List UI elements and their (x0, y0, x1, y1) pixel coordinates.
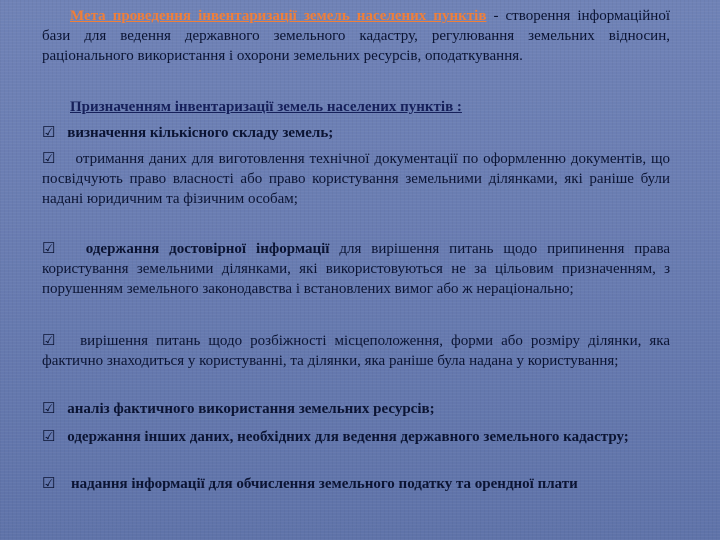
bullet-item-4 (42, 331, 670, 371)
bullet-lead: одержання достовірної інформації (85, 241, 330, 257)
checkbox-icon: ☑ (42, 333, 56, 349)
checkbox-icon: ☑ (42, 151, 56, 167)
purpose-heading: Призначенням інвентаризації земель населених пунктів : (70, 99, 462, 115)
checkbox-icon: ☑ (42, 429, 56, 445)
bullet-item-1 (42, 123, 670, 143)
checkbox-icon: ☑ (42, 401, 56, 417)
bullet-text: для вирішення питань щодо припинення права користування земельними ділянками, які використовуються не за цільовим призначенням, з порушенням земельного законодавства і встановлених вимог або ж нераціонально; (42, 241, 670, 297)
bullet-text: одержання інших даних, необхідних для ведення державного земельного кадастру; (67, 429, 629, 445)
bullet-item-3 (42, 239, 670, 299)
intro-paragraph (42, 6, 670, 66)
bullet-text: надання інформації для обчислення земельного податку та орендної плати (71, 476, 578, 492)
bullet-item-6 (42, 427, 670, 447)
bullet-item-2 (42, 149, 670, 209)
bullet-item-5 (42, 399, 670, 419)
bullet-text: визначення кількісного складу земель; (67, 125, 334, 141)
intro-heading: Мета проведення інвентаризації земель населених пунктів (70, 8, 487, 24)
bullet-text: аналіз фактичного використання земельних ресурсів; (67, 401, 435, 417)
checkbox-icon: ☑ (42, 125, 56, 141)
bullet-text: отримання даних для виготовлення технічної документації по оформленню документів, що посвідчують право власності або право користування земельними ділянками, які раніше були надані юридичним та фізичним особам; (42, 151, 671, 207)
bullet-text: вирішення питань щодо розбіжності місцеположення, форми або розміру ділянки, яка фактично знаходиться у користуванні, та ділянки, яка раніше була надана у користування; (42, 333, 670, 369)
intro-text: - створення інформаційної бази для ведення державного земельного кадастру, регулювання земельних відносин, раціонального використання і охорони земельних ресурсів, оподаткування. (42, 8, 670, 64)
checkbox-icon: ☑ (42, 476, 56, 492)
checkbox-icon: ☑ (42, 241, 56, 257)
bullet-item-7 (42, 474, 670, 494)
purpose-heading-line (42, 97, 670, 117)
